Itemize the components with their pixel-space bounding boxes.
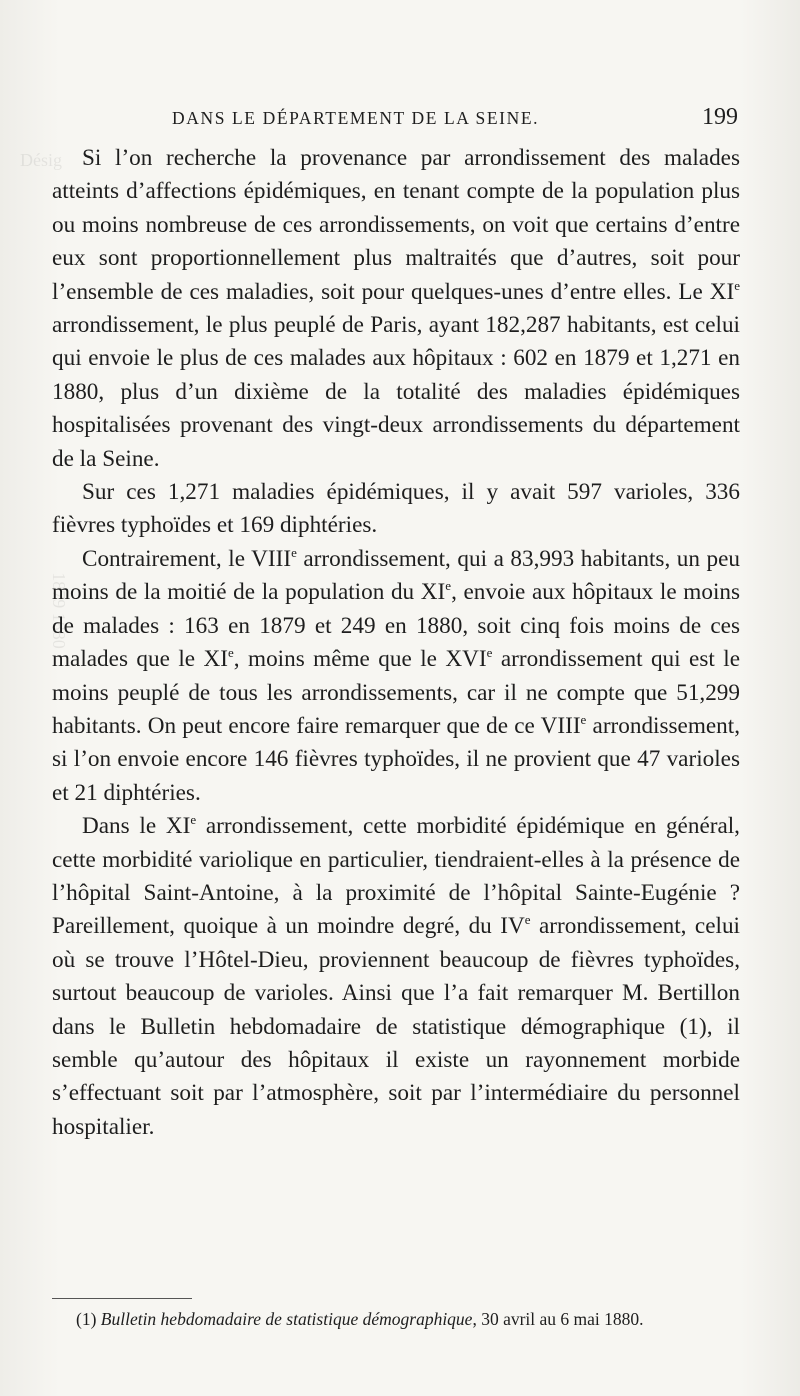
footnote: [52, 1308, 740, 1331]
footnote-rest: , 30 avril au 6 mai 1880.: [472, 1309, 644, 1329]
footnote-rule: [52, 1298, 192, 1299]
text-run: arrondissement, celui où se trouve l’Hôtel-Dieu, proviennent beaucoup de fièvres typhoïdes, surtout beaucoup de varioles. Ainsi que l’a fait remarquer M. Bertillon dans le Bulletin hebdomadaire de statistique démographique (1), il semble qu’autour des hôpitaux il existe un rayonnement morbide s’effectuant soit par l’atmosphère, soit par l’intermédiaire du personnel hospitalier.: [52, 913, 740, 1140]
paragraph: [52, 810, 740, 1144]
running-title: DANS LE DÉPARTEMENT DE LA SEINE.: [172, 108, 540, 128]
ordinal-superscript: e: [291, 544, 297, 560]
text-run: , envoie aux hôpitaux le moins de malades : 163 en 1879 et 249 en 1880, soit cinq fois moins de ces malades que le XI: [52, 579, 741, 673]
footnote-marker: (1): [76, 1309, 97, 1329]
ordinal-superscript: e: [580, 711, 587, 727]
body-text: [52, 142, 740, 1144]
bleed-through-text: 1879 1880: [48, 572, 69, 649]
paragraph: [52, 543, 740, 810]
ordinal-superscript: e: [228, 645, 234, 661]
text-run: Contrairement, le VIII: [82, 545, 292, 572]
paragraph: [52, 476, 740, 543]
text-run: arrondissement qui est le moins peuplé de tous les arrondissements, car il ne compte que 51,299 habitants. On peut encore faire remarquer que de ce VIII: [52, 646, 740, 739]
footnote-title: Bulletin hebdomadaire de statistique démographique: [100, 1309, 473, 1329]
text-run: , moins même que le XVI: [233, 646, 487, 673]
text-run: arrondissement, qui a 83,993 habitants, un peu moins de la moitié de la population du XI: [52, 545, 741, 606]
text-run: Sur ces 1,271 maladies épidémiques, il y avait 597 varioles, 336 fièvres typhoïdes et 169 diphtéries.: [52, 479, 740, 539]
ordinal-superscript: e: [734, 277, 740, 293]
text-run: arrondissement, cette morbidité épidémique en général, cette morbidité variolique en particulier, tiendraient-elles à la présence de l’hôpital Saint-Antoine, à la proximité de l’hôpital Sainte-Eugénie ? Pareillement, quoique à un moindre degré, du IV: [52, 813, 740, 940]
bleed-through-text: Désig: [20, 150, 62, 170]
ordinal-superscript: e: [524, 912, 531, 928]
ordinal-superscript: e: [445, 578, 452, 594]
paragraph: [52, 142, 740, 476]
text-run: Dans le XI: [82, 813, 191, 840]
page-number: 199: [702, 104, 738, 130]
text-run: arrondissement, si l’on envoie encore 146 fièvres typhoïdes, il ne provient que 47 varioles et 21 diphtéries.: [52, 712, 740, 806]
text-run: Si l’on recherche la provenance par arrondissement des malades atteints d’affections épidémiques, en tenant compte de la population plus ou moins nombreuse de ces arrondissements, on voit que certains d’entre eux sont proportionnellement plus maltraités que d’autres, soit pour l’ensemble de ces maladies, soit pour quelques-unes d’entre elles. Le XI: [52, 145, 740, 305]
running-header: [168, 104, 738, 132]
text-run: arrondissement, le plus peuplé de Paris, ayant 182,287 habitants, est celui qui envoie le plus de ces malades aux hôpitaux : 602 en 1879 et 1,271 en 1880, plus d’un dixième de la totalité des maladies épidémiques hospitalisées provenant des vingt-deux arrondissements du département de la Seine.: [52, 312, 740, 472]
ordinal-superscript: e: [486, 645, 493, 661]
ordinal-superscript: e: [190, 812, 197, 828]
